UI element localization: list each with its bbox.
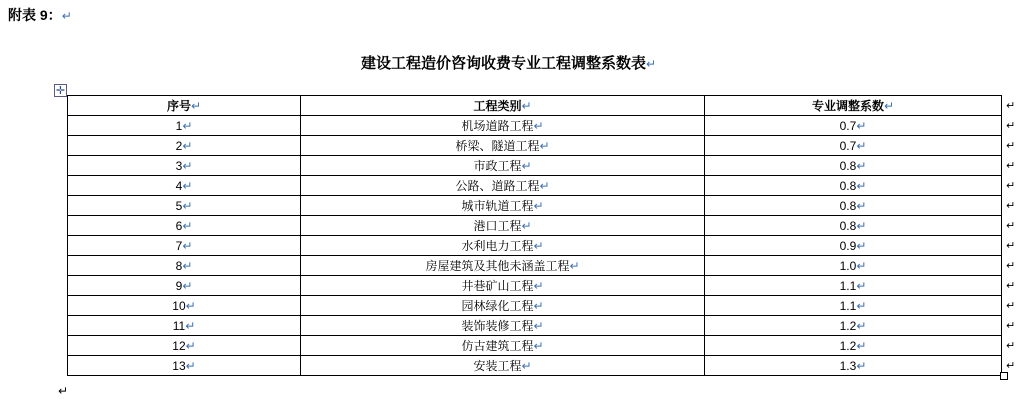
cell-mark-icon: ↵ — [856, 298, 867, 313]
cell-no — [68, 356, 301, 376]
cell-text: 港口工程 — [473, 219, 522, 233]
cell-text: 5 — [175, 198, 183, 213]
attachment-label — [8, 5, 72, 25]
cell-no — [68, 136, 301, 156]
row-end-mark-icon: ↵ — [1006, 359, 1016, 372]
cell-no — [68, 336, 301, 356]
cell-mark-icon: ↵ — [856, 258, 867, 273]
cell-mark-icon: ↵ — [182, 198, 193, 213]
cell-category — [301, 256, 705, 276]
cell-mark-icon: ↵ — [533, 239, 544, 253]
cell-no — [68, 116, 301, 136]
cell-text: 0.7 — [839, 138, 857, 153]
cell-mark-icon: ↵ — [539, 179, 550, 193]
page-title-text: 建设工程造价咨询收费专业工程调整系数表 — [360, 55, 646, 72]
cell-text: 1.2 — [839, 338, 857, 353]
cell-text: 园林绿化工程 — [461, 299, 534, 313]
cell-category — [301, 236, 705, 256]
cell-mark-icon: ↵ — [182, 258, 193, 273]
cell-no — [68, 196, 301, 216]
table-row — [68, 116, 1002, 136]
cell-mark-icon: ↵ — [856, 218, 867, 233]
cell-mark-icon: ↵ — [521, 219, 532, 233]
table-resize-handle-icon[interactable] — [1000, 372, 1008, 380]
row-end-mark-icon: ↵ — [1006, 99, 1016, 112]
cell-text: 7 — [175, 238, 183, 253]
cell-coefficient — [705, 276, 1002, 296]
cell-text: 城市轨道工程 — [461, 199, 534, 213]
cell-text: 0.8 — [839, 178, 857, 193]
paragraph-mark-icon: ↵ — [61, 9, 72, 23]
cell-text: 公路、道路工程 — [455, 179, 540, 193]
cell-text: 0.8 — [839, 198, 857, 213]
header-text: 工程类别 — [473, 99, 522, 113]
header-text: 序号 — [166, 99, 191, 113]
cell-text: 水利电力工程 — [461, 239, 534, 253]
cell-mark-icon: ↵ — [182, 158, 193, 173]
cell-text: 9 — [175, 278, 183, 293]
table-row — [68, 316, 1002, 336]
cell-text: 10 — [172, 298, 186, 313]
row-end-mark-icon: ↵ — [1006, 119, 1016, 132]
cell-mark-icon: ↵ — [182, 218, 193, 233]
cell-mark-icon: ↵ — [533, 199, 544, 213]
cell-text: 0.8 — [839, 158, 857, 173]
cell-mark-icon: ↵ — [856, 198, 867, 213]
cell-text: 11 — [172, 318, 186, 333]
cell-mark-icon: ↵ — [185, 338, 196, 353]
row-end-mark-icon: ↵ — [1006, 159, 1016, 172]
cell-text: 房屋建筑及其他未涵盖工程 — [425, 259, 570, 273]
cell-category — [301, 156, 705, 176]
cell-coefficient — [705, 296, 1002, 316]
table-header-coefficient — [705, 96, 1002, 116]
cell-mark-icon: ↵ — [569, 259, 580, 273]
cell-coefficient — [705, 196, 1002, 216]
row-end-mark-icon: ↵ — [1006, 339, 1016, 352]
cell-mark-icon: ↵ — [856, 338, 867, 353]
cell-no — [68, 216, 301, 236]
cell-coefficient — [705, 256, 1002, 276]
cell-text: 0.8 — [839, 218, 857, 233]
cell-text: 4 — [175, 178, 183, 193]
cell-coefficient — [705, 316, 1002, 336]
table-header-no — [68, 96, 301, 116]
cell-text: 安装工程 — [473, 359, 522, 373]
row-end-mark-icon: ↵ — [1006, 279, 1016, 292]
cell-coefficient — [705, 336, 1002, 356]
cell-text: 12 — [172, 338, 186, 353]
cell-mark-icon: ↵ — [185, 318, 196, 333]
cell-coefficient — [705, 356, 1002, 376]
cell-coefficient — [705, 156, 1002, 176]
cell-text: 装饰装修工程 — [461, 319, 534, 333]
table-row — [68, 136, 1002, 156]
header-text: 专业调整系数 — [811, 99, 884, 113]
table-row — [68, 336, 1002, 356]
cell-mark-icon: ↵ — [533, 299, 544, 313]
cell-mark-icon: ↵ — [856, 318, 867, 333]
cell-category — [301, 216, 705, 236]
row-end-mark-icon: ↵ — [1006, 319, 1016, 332]
table-row — [68, 276, 1002, 296]
table-row — [68, 296, 1002, 316]
cell-text: 1.3 — [839, 358, 857, 373]
cell-no — [68, 156, 301, 176]
table-header-row — [68, 96, 1002, 116]
cell-mark-icon: ↵ — [182, 118, 193, 133]
cell-mark-icon: ↵ — [185, 298, 196, 313]
row-end-mark-icon: ↵ — [1006, 139, 1016, 152]
cell-no — [68, 176, 301, 196]
cell-text: 机场道路工程 — [461, 119, 534, 133]
cell-coefficient — [705, 176, 1002, 196]
table-row — [68, 216, 1002, 236]
cell-no — [68, 296, 301, 316]
cell-mark-icon: ↵ — [182, 278, 193, 293]
row-end-mark-icon: ↵ — [1006, 259, 1016, 272]
paragraph-mark-icon: ↵ — [645, 57, 657, 71]
cell-mark-icon: ↵ — [856, 158, 867, 173]
cell-coefficient — [705, 236, 1002, 256]
cell-coefficient — [705, 116, 1002, 136]
table-row — [68, 156, 1002, 176]
cell-text: 6 — [175, 218, 183, 233]
cell-mark-icon: ↵ — [856, 178, 867, 193]
cell-text: 3 — [175, 158, 183, 173]
table-row — [68, 236, 1002, 256]
cell-mark-icon: ↵ — [533, 339, 544, 353]
trailing-paragraph-mark-icon: ↵ — [58, 384, 69, 398]
cell-mark-icon: ↵ — [856, 278, 867, 293]
attachment-label-text: 附表 9： — [8, 7, 62, 23]
cell-mark-icon: ↵ — [539, 139, 550, 153]
row-end-mark-icon: ↵ — [1006, 199, 1016, 212]
cell-mark-icon: ↵ — [856, 238, 867, 253]
cell-mark-icon: ↵ — [182, 238, 193, 253]
cell-text: 1.1 — [839, 298, 857, 313]
cell-category — [301, 356, 705, 376]
cell-text: 2 — [175, 138, 183, 153]
cell-no — [68, 316, 301, 336]
cell-mark-icon: ↵ — [521, 99, 532, 113]
row-end-mark-icon: ↵ — [1006, 179, 1016, 192]
cell-category — [301, 176, 705, 196]
cell-no — [68, 276, 301, 296]
cell-text: 0.9 — [839, 238, 857, 253]
cell-category — [301, 116, 705, 136]
cell-category — [301, 296, 705, 316]
row-end-mark-icon: ↵ — [1006, 239, 1016, 252]
cell-no — [68, 236, 301, 256]
cell-mark-icon: ↵ — [521, 359, 532, 373]
cell-category — [301, 316, 705, 336]
cell-mark-icon: ↵ — [533, 119, 544, 133]
cell-coefficient — [705, 136, 1002, 156]
cell-text: 市政工程 — [473, 159, 522, 173]
cell-text: 13 — [172, 358, 186, 373]
cell-mark-icon: ↵ — [856, 358, 867, 373]
cell-mark-icon: ↵ — [182, 178, 193, 193]
cell-category — [301, 136, 705, 156]
cell-mark-icon: ↵ — [521, 159, 532, 173]
cell-text: 0.7 — [839, 118, 857, 133]
cell-mark-icon: ↵ — [185, 358, 196, 373]
cell-category — [301, 196, 705, 216]
cell-text: 1 — [175, 118, 183, 133]
table-header-category — [301, 96, 705, 116]
table-row — [68, 196, 1002, 216]
table-row — [68, 356, 1002, 376]
coefficient-table — [67, 95, 1002, 376]
cell-no — [68, 256, 301, 276]
row-end-mark-icon: ↵ — [1006, 299, 1016, 312]
cell-mark-icon: ↵ — [883, 99, 895, 113]
cell-mark-icon: ↵ — [182, 138, 193, 153]
cell-mark-icon: ↵ — [533, 279, 544, 293]
table-row — [68, 256, 1002, 276]
cell-text: 8 — [175, 258, 183, 273]
cell-text: 桥梁、隧道工程 — [455, 139, 540, 153]
table-move-handle-icon[interactable]: ✛ — [55, 84, 66, 97]
cell-text: 仿古建筑工程 — [461, 339, 534, 353]
cell-text: 1.1 — [839, 278, 857, 293]
cell-mark-icon: ↵ — [190, 99, 202, 113]
table-row — [68, 176, 1002, 196]
page-title — [0, 52, 1017, 73]
row-end-mark-icon: ↵ — [1006, 219, 1016, 232]
cell-coefficient — [705, 216, 1002, 236]
cell-category — [301, 336, 705, 356]
cell-mark-icon: ↵ — [856, 138, 867, 153]
cell-category — [301, 276, 705, 296]
cell-text: 井巷矿山工程 — [461, 279, 534, 293]
cell-text: 1.2 — [839, 318, 857, 333]
cell-mark-icon: ↵ — [856, 118, 867, 133]
cell-text: 1.0 — [839, 258, 857, 273]
cell-mark-icon: ↵ — [533, 319, 544, 333]
